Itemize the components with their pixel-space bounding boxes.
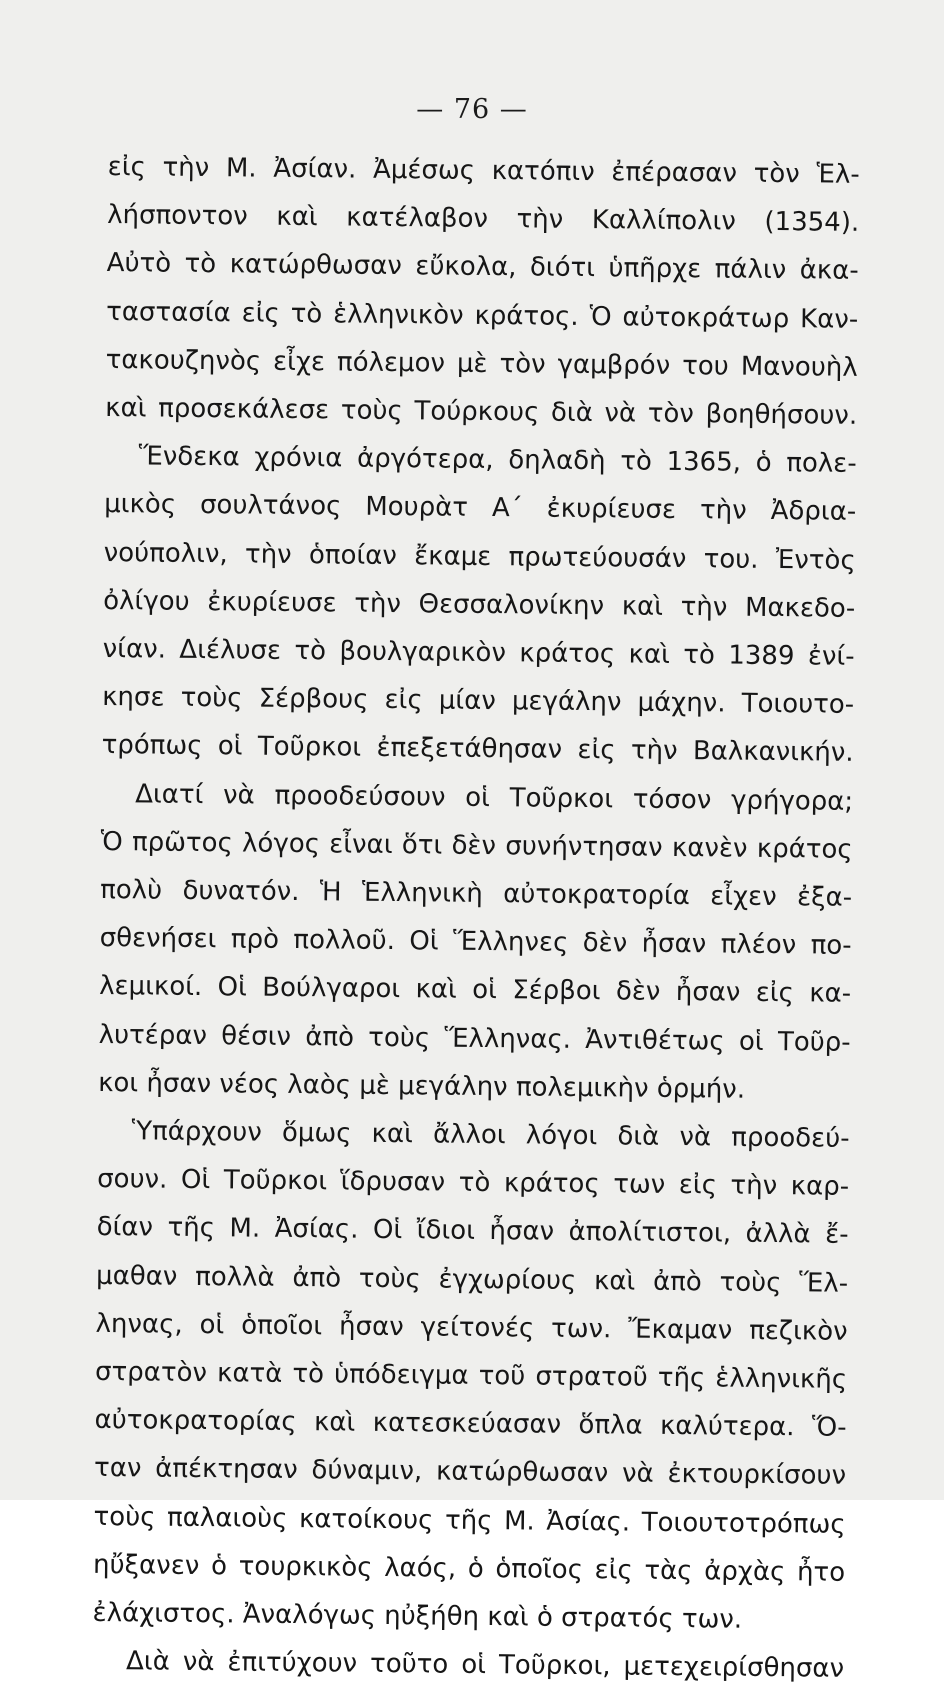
text-line: δίαν τῆς Μ. Ἀσίας. Οἱ ἴδιοι ἦσαν ἀπολίτιστοι, ἀλλὰ ἔ- <box>96 1212 849 1251</box>
text-line: ταστασία εἰς τὸ ἑλληνικὸν κράτος. Ὁ αὐτοκράτωρ Καν- <box>106 296 859 335</box>
page-number: — 76 — <box>416 94 528 125</box>
text-line: ταν ἀπέκτησαν δύναμιν, κατώρθωσαν νὰ ἐκτουρκίσουν <box>93 1453 847 1492</box>
text-line: Ὁ πρῶτος λόγος εἶναι ὅτι δὲν συνήντησαν κανὲν κράτος <box>100 826 853 865</box>
text-line: τακουζηνὸς εἶχε πόλεμον μὲ τὸν γαμβρόν του Μανουὴλ <box>105 344 858 383</box>
text-line: στρατὸν κατὰ τὸ ὑπόδειγμα τοῦ στρατοῦ τῆς ἑλληνικῆς <box>94 1357 848 1395</box>
text-line: Διατί νὰ προοδεύσουν οἱ Τοῦρκοι τόσον γρήγορα; <box>135 778 854 817</box>
text-line: εἰς τὴν Μ. Ἀσίαν. Ἀμέσως κατόπιν ἐπέρασαν τὸν Ἑλ- <box>107 151 860 190</box>
text-line: ὀλίγου ἐκυρίευσε τὴν Θεσσαλονίκην καὶ τὴν Μακεδο- <box>103 585 856 624</box>
text-line: μικὸς σουλτάνος Μουρὰτ Α΄ ἐκυρίευσε τὴν Ἀδρια- <box>104 489 857 528</box>
text-line: σουν. Οἱ Τοῦρκοι ἵδρυσαν τὸ κράτος των εἰς τὴν καρ- <box>96 1164 850 1203</box>
text-line: νίαν. Διέλυσε τὸ βουλγαρικὸν κράτος καὶ τὸ 1389 ἐνί- <box>102 634 855 672</box>
text-line: κησε τοὺς Σέρβους εἰς μίαν μεγάλην μάχην. Τοιουτο- <box>102 682 855 721</box>
text-line: τοὺς παλαιοὺς κατοίκους τῆς Μ. Ἀσίας. Τοιουτοτρόπως <box>93 1501 846 1540</box>
text-line: λήσποντον καὶ κατέλαβον τὴν Καλλίπολιν (1354). <box>107 200 860 239</box>
text-line: σθενήσει πρὸ πολλοῦ. Οἱ Ἕλληνες δὲν ἦσαν πλέον πο- <box>99 923 852 962</box>
text-line: μαθαν πολλὰ ἀπὸ τοὺς ἐγχωρίους καὶ ἀπὸ τοὺς Ἕλ- <box>95 1260 849 1299</box>
text-line: ἐλάχιστος. Ἀναλόγως ηὐξήθη καὶ ὁ στρατός των. <box>92 1598 743 1635</box>
text-line: κοι ἦσαν νέος λαὸς μὲ μεγάλην πολεμικὴν ὁρμήν. <box>98 1067 746 1105</box>
body-text <box>92 143 860 1693</box>
text-line: τρόπως οἱ Τοῦρκοι ἐπεξετάθησαν εἰς τὴν Βαλκανικήν. <box>101 730 854 769</box>
text-line: καὶ προσεκάλεσε τοὺς Τούρκους διὰ νὰ τὸν βοηθήσουν. <box>105 393 858 431</box>
text-line: ηὔξανεν ὁ τουρκικὸς λαός, ὁ ὁποῖος εἰς τὰς ἀρχὰς ἦτο <box>92 1549 846 1588</box>
text-line: λεμικοί. Οἱ Βούλγαροι καὶ οἱ Σέρβοι δὲν ἦσαν εἰς κα- <box>99 971 852 1010</box>
text-line: Ὑπάρχουν ὅμως καὶ ἄλλοι λόγοι διὰ νὰ προοδεύ- <box>131 1116 850 1154</box>
text-line: Διὰ νὰ ἐπιτύχουν τοῦτο οἱ Τοῦρκοι, μετεχειρίσθησαν <box>125 1646 845 1685</box>
text-line: λυτέραν θέσιν ἀπὸ τοὺς Ἕλληνας. Ἀντιθέτως οἱ Τοῦρ- <box>98 1019 851 1058</box>
text-line: νούπολιν, τὴν ὁποίαν ἔκαμε πρωτεύουσάν του. Ἐντὸς <box>103 537 856 576</box>
text-line: ληνας, οἱ ὁποῖοι ἦσαν γείτονές των. Ἔκαμαν πεζικὸν <box>95 1308 848 1347</box>
text-line: πολὺ δυνατόν. Ἡ Ἑλληνικὴ αὐτοκρατορία εἶχεν ἐξα- <box>100 875 853 913</box>
text-line: αὐτοκρατορίας καὶ κατεσκεύασαν ὅπλα καλύτερα. Ὅ- <box>94 1405 847 1444</box>
text-line: Αὐτὸ τὸ κατώρθωσαν εὔκολα, διότι ὑπῆρχε πάλιν ἀκα- <box>106 248 859 287</box>
text-line: Ἕνδεκα χρόνια ἀργότερα, δηλαδὴ τὸ 1365, ὁ πολε- <box>138 441 857 480</box>
